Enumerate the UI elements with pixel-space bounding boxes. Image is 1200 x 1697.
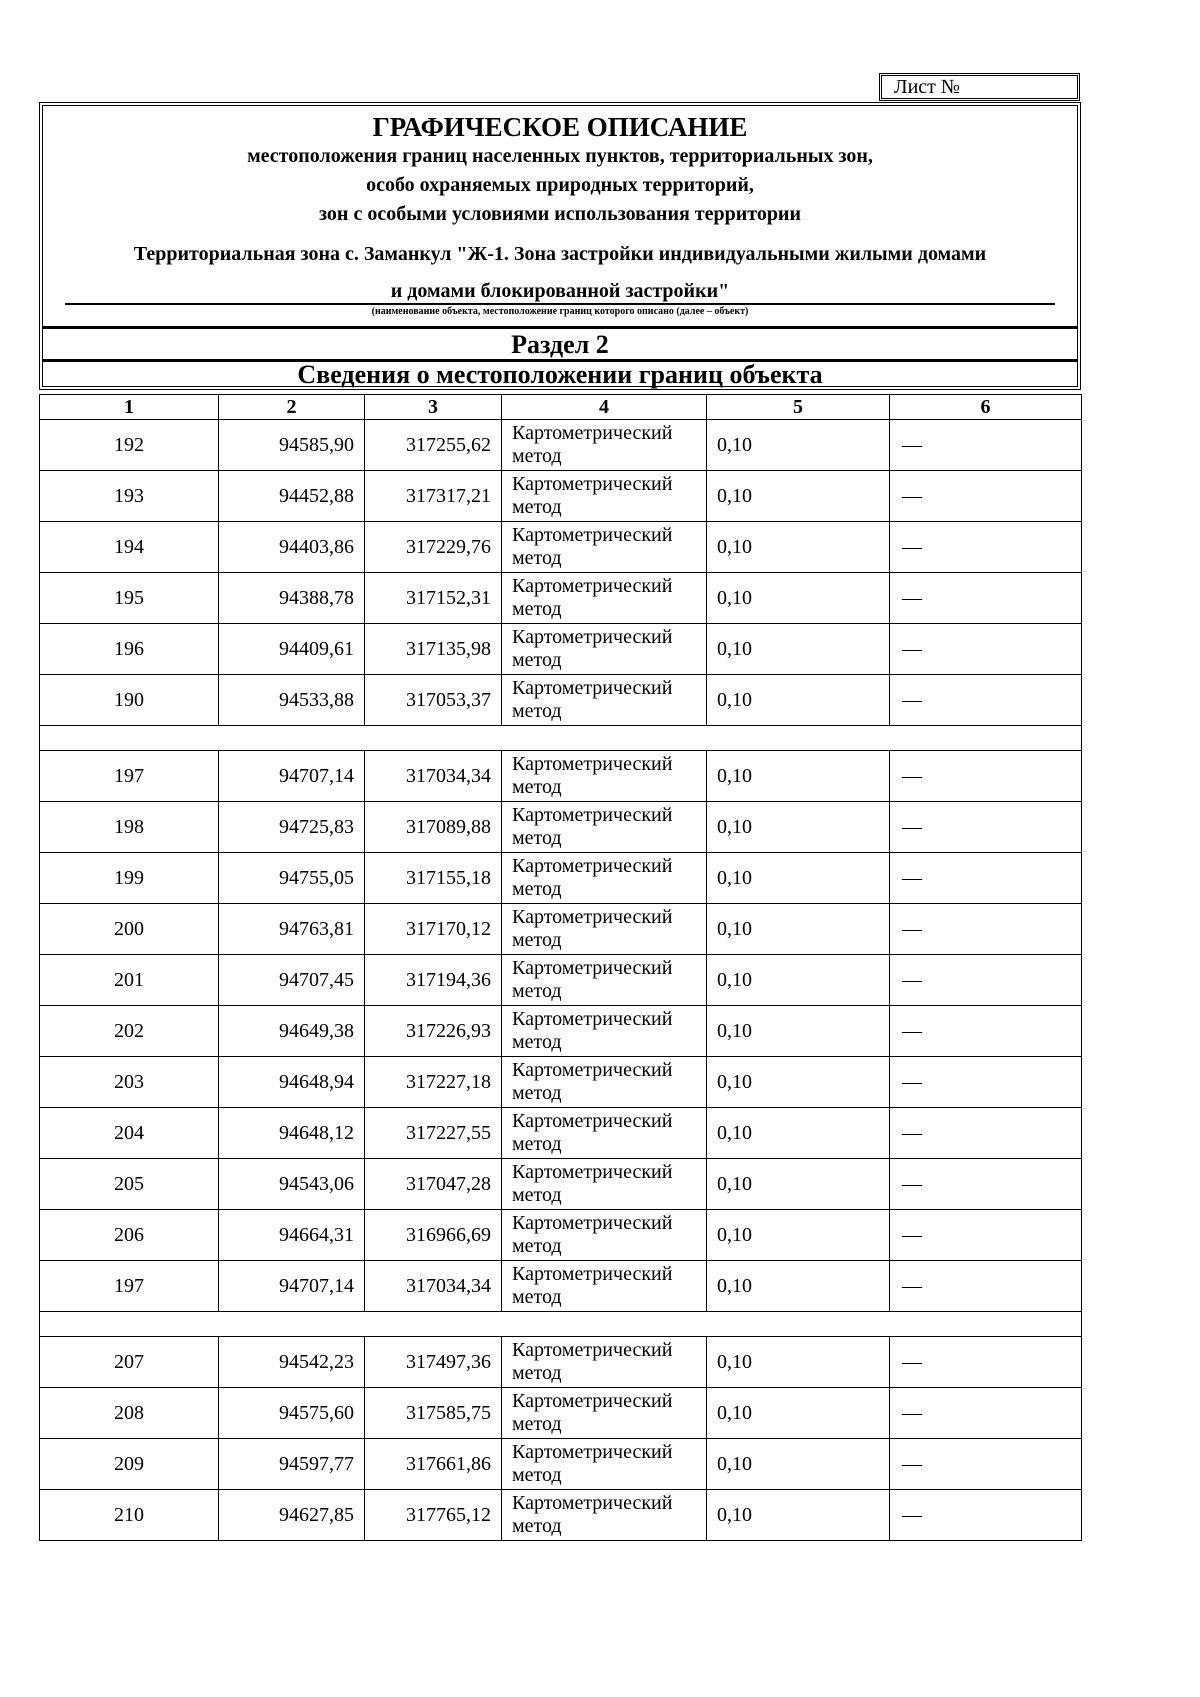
method-line-1: Картометрический <box>512 677 673 699</box>
coordinate-x-cell: 94649,38 <box>219 1006 365 1057</box>
coordinate-x-cell: 94627,85 <box>219 1490 365 1541</box>
coordinate-x-cell: 94533,88 <box>219 675 365 726</box>
precision-cell: 0,10 <box>707 1337 890 1388</box>
coordinate-y-cell: 317227,55 <box>365 1108 502 1159</box>
point-number-cell: 207 <box>40 1337 219 1388</box>
method-cell <box>502 573 707 624</box>
precision-cell: 0,10 <box>707 624 890 675</box>
document-header <box>39 102 1081 390</box>
object-name-line-2: и домами блокированной застройки" <box>390 280 730 302</box>
table-header-row <box>40 395 1082 420</box>
coordinate-y-cell: 317034,34 <box>365 751 502 802</box>
method-line-1: Картометрический <box>512 524 673 546</box>
method-line-2: метод <box>512 1362 562 1384</box>
precision-cell: 0,10 <box>707 853 890 904</box>
method-line-2: метод <box>512 598 562 620</box>
description-cell: — <box>890 1388 1082 1439</box>
table-row <box>40 955 1082 1006</box>
coordinates-table <box>39 394 1082 1541</box>
point-number-cell: 197 <box>40 751 219 802</box>
method-cell <box>502 624 707 675</box>
table-row <box>40 1388 1082 1439</box>
point-number-cell: 197 <box>40 1261 219 1312</box>
object-name-caption: (наименование объекта, местоположение границ которого описано (далее – объект) <box>371 306 749 317</box>
coordinate-x-cell: 94725,83 <box>219 802 365 853</box>
coordinates-table-body <box>40 395 1082 1541</box>
precision-cell: 0,10 <box>707 522 890 573</box>
method-line-2: метод <box>512 1235 562 1257</box>
description-cell: — <box>890 573 1082 624</box>
table-row <box>40 624 1082 675</box>
method-line-1: Картометрический <box>512 906 673 928</box>
method-cell <box>502 420 707 471</box>
method-cell <box>502 1159 707 1210</box>
method-cell <box>502 471 707 522</box>
method-line-2: метод <box>512 1184 562 1206</box>
table-row <box>40 675 1082 726</box>
document-subtitle-line-2: особо охраняемых природных территорий, <box>366 174 754 196</box>
precision-cell: 0,10 <box>707 573 890 624</box>
coordinate-y-cell: 317255,62 <box>365 420 502 471</box>
description-cell: — <box>890 1006 1082 1057</box>
method-line-2: метод <box>512 827 562 849</box>
table-row <box>40 1057 1082 1108</box>
precision-cell: 0,10 <box>707 802 890 853</box>
method-cell <box>502 1210 707 1261</box>
coordinate-x-cell: 94585,90 <box>219 420 365 471</box>
method-line-1: Картометрический <box>512 1161 673 1183</box>
table-row <box>40 471 1082 522</box>
document-title: ГРАФИЧЕСКОЕ ОПИСАНИЕ <box>372 112 748 142</box>
method-line-1: Картометрический <box>512 753 673 775</box>
description-cell: — <box>890 904 1082 955</box>
table-row <box>40 522 1082 573</box>
method-line-1: Картометрический <box>512 1008 673 1030</box>
section-number: Раздел 2 <box>511 330 609 359</box>
contour-separator-cell <box>40 1312 1082 1337</box>
table-row <box>40 904 1082 955</box>
coordinate-x-cell: 94763,81 <box>219 904 365 955</box>
method-line-2: метод <box>512 878 562 900</box>
point-number-cell: 200 <box>40 904 219 955</box>
object-name-line-1: Территориальная зона с. Заманкул "Ж-1. Зона застройки индивидуальными жилыми домами <box>133 243 987 265</box>
method-line-1: Картометрический <box>512 626 673 648</box>
precision-cell: 0,10 <box>707 1439 890 1490</box>
method-cell <box>502 1006 707 1057</box>
table-row <box>40 573 1082 624</box>
method-line-2: метод <box>512 1133 562 1155</box>
precision-cell: 0,10 <box>707 420 890 471</box>
method-line-2: метод <box>512 1515 562 1537</box>
coordinate-y-cell: 317226,93 <box>365 1006 502 1057</box>
contour-separator-row <box>40 726 1082 751</box>
column-header-4: 4 <box>502 395 707 420</box>
method-line-2: метод <box>512 776 562 798</box>
precision-cell: 0,10 <box>707 955 890 1006</box>
coordinate-y-cell: 317170,12 <box>365 904 502 955</box>
point-number-cell: 206 <box>40 1210 219 1261</box>
coordinate-y-cell: 317585,75 <box>365 1388 502 1439</box>
coordinate-y-cell: 317089,88 <box>365 802 502 853</box>
method-cell <box>502 1490 707 1541</box>
method-cell <box>502 751 707 802</box>
method-cell <box>502 1108 707 1159</box>
point-number-cell: 195 <box>40 573 219 624</box>
point-number-cell: 190 <box>40 675 219 726</box>
coordinate-y-cell: 317765,12 <box>365 1490 502 1541</box>
table-row <box>40 1337 1082 1388</box>
coordinate-y-cell: 317155,18 <box>365 853 502 904</box>
coordinate-y-cell: 316966,69 <box>365 1210 502 1261</box>
method-cell <box>502 1439 707 1490</box>
description-cell: — <box>890 471 1082 522</box>
method-line-2: метод <box>512 1286 562 1308</box>
coordinate-x-cell: 94707,14 <box>219 751 365 802</box>
coordinate-x-cell: 94664,31 <box>219 1210 365 1261</box>
method-line-2: метод <box>512 445 562 467</box>
point-number-cell: 194 <box>40 522 219 573</box>
method-line-1: Картометрический <box>512 855 673 877</box>
point-number-cell: 202 <box>40 1006 219 1057</box>
description-cell: — <box>890 1490 1082 1541</box>
description-cell: — <box>890 1210 1082 1261</box>
table-row <box>40 1006 1082 1057</box>
point-number-cell: 208 <box>40 1388 219 1439</box>
coordinate-y-cell: 317227,18 <box>365 1057 502 1108</box>
precision-cell: 0,10 <box>707 1261 890 1312</box>
precision-cell: 0,10 <box>707 1006 890 1057</box>
method-line-1: Картометрический <box>512 473 673 495</box>
coordinate-y-cell: 317229,76 <box>365 522 502 573</box>
description-cell: — <box>890 955 1082 1006</box>
method-cell <box>502 1388 707 1439</box>
table-row <box>40 853 1082 904</box>
method-line-1: Картометрический <box>512 957 673 979</box>
coordinate-x-cell: 94542,23 <box>219 1337 365 1388</box>
point-number-cell: 204 <box>40 1108 219 1159</box>
column-header-5: 5 <box>707 395 890 420</box>
document-subtitle-line-1: местоположения границ населенных пунктов, территориальных зон, <box>247 145 873 167</box>
coordinate-y-cell: 317135,98 <box>365 624 502 675</box>
method-cell <box>502 1057 707 1108</box>
point-number-cell: 198 <box>40 802 219 853</box>
precision-cell: 0,10 <box>707 751 890 802</box>
method-line-2: метод <box>512 1031 562 1053</box>
table-row <box>40 1439 1082 1490</box>
contour-separator-row <box>40 1312 1082 1337</box>
coordinate-x-cell: 94403,86 <box>219 522 365 573</box>
description-cell: — <box>890 1261 1082 1312</box>
precision-cell: 0,10 <box>707 1108 890 1159</box>
description-cell: — <box>890 751 1082 802</box>
method-line-2: метод <box>512 496 562 518</box>
table-row <box>40 420 1082 471</box>
coordinate-x-cell: 94597,77 <box>219 1439 365 1490</box>
coordinate-x-cell: 94707,14 <box>219 1261 365 1312</box>
table-row <box>40 802 1082 853</box>
method-line-1: Картометрический <box>512 1339 673 1361</box>
coordinate-x-cell: 94388,78 <box>219 573 365 624</box>
table-row <box>40 1210 1082 1261</box>
method-line-2: метод <box>512 1464 562 1486</box>
point-number-cell: 196 <box>40 624 219 675</box>
method-line-1: Картометрический <box>512 1059 673 1081</box>
coordinate-x-cell: 94409,61 <box>219 624 365 675</box>
sheet-number-label: Лист № <box>894 76 960 98</box>
coordinate-y-cell: 317497,36 <box>365 1337 502 1388</box>
method-line-1: Картометрический <box>512 1110 673 1132</box>
method-cell <box>502 802 707 853</box>
precision-cell: 0,10 <box>707 471 890 522</box>
method-cell <box>502 904 707 955</box>
point-number-cell: 209 <box>40 1439 219 1490</box>
method-line-1: Картометрический <box>512 1441 673 1463</box>
point-number-cell: 192 <box>40 420 219 471</box>
precision-cell: 0,10 <box>707 1490 890 1541</box>
section-title: Сведения о местоположении границ объекта <box>297 360 823 389</box>
description-cell: — <box>890 1108 1082 1159</box>
document-subtitle-line-3: зон с особыми условиями использования территории <box>319 203 801 225</box>
description-cell: — <box>890 1057 1082 1108</box>
method-line-1: Картометрический <box>512 1212 673 1234</box>
precision-cell: 0,10 <box>707 1388 890 1439</box>
sheet-number-box <box>879 73 1080 101</box>
method-line-2: метод <box>512 649 562 671</box>
column-header-3: 3 <box>365 395 502 420</box>
point-number-cell: 203 <box>40 1057 219 1108</box>
method-line-2: метод <box>512 1413 562 1435</box>
method-cell <box>502 1261 707 1312</box>
coordinate-y-cell: 317053,37 <box>365 675 502 726</box>
point-number-cell: 205 <box>40 1159 219 1210</box>
contour-separator-cell <box>40 726 1082 751</box>
table-row <box>40 1261 1082 1312</box>
point-number-cell: 210 <box>40 1490 219 1541</box>
coordinate-x-cell: 94648,12 <box>219 1108 365 1159</box>
precision-cell: 0,10 <box>707 1210 890 1261</box>
point-number-cell: 193 <box>40 471 219 522</box>
coordinate-x-cell: 94707,45 <box>219 955 365 1006</box>
coordinate-x-cell: 94452,88 <box>219 471 365 522</box>
method-cell <box>502 675 707 726</box>
table-row <box>40 1159 1082 1210</box>
method-line-2: метод <box>512 980 562 1002</box>
column-header-2: 2 <box>219 395 365 420</box>
description-cell: — <box>890 1337 1082 1388</box>
point-number-cell: 199 <box>40 853 219 904</box>
coordinate-x-cell: 94575,60 <box>219 1388 365 1439</box>
table-row <box>40 751 1082 802</box>
table-row <box>40 1108 1082 1159</box>
coordinate-y-cell: 317152,31 <box>365 573 502 624</box>
method-line-1: Картометрический <box>512 575 673 597</box>
method-cell <box>502 853 707 904</box>
coordinate-y-cell: 317317,21 <box>365 471 502 522</box>
coordinate-x-cell: 94543,06 <box>219 1159 365 1210</box>
method-line-1: Картометрический <box>512 422 673 444</box>
method-line-2: метод <box>512 929 562 951</box>
method-cell <box>502 955 707 1006</box>
precision-cell: 0,10 <box>707 675 890 726</box>
description-cell: — <box>890 522 1082 573</box>
method-line-2: метод <box>512 700 562 722</box>
description-cell: — <box>890 853 1082 904</box>
coordinate-y-cell: 317194,36 <box>365 955 502 1006</box>
precision-cell: 0,10 <box>707 1057 890 1108</box>
method-cell <box>502 522 707 573</box>
method-cell <box>502 1337 707 1388</box>
coordinate-y-cell: 317661,86 <box>365 1439 502 1490</box>
coordinate-x-cell: 94755,05 <box>219 853 365 904</box>
coordinate-y-cell: 317034,34 <box>365 1261 502 1312</box>
method-line-1: Картометрический <box>512 804 673 826</box>
description-cell: — <box>890 802 1082 853</box>
method-line-2: метод <box>512 547 562 569</box>
point-number-cell: 201 <box>40 955 219 1006</box>
method-line-1: Картометрический <box>512 1263 673 1285</box>
method-line-1: Картометрический <box>512 1390 673 1412</box>
coordinate-x-cell: 94648,94 <box>219 1057 365 1108</box>
description-cell: — <box>890 1159 1082 1210</box>
description-cell: — <box>890 1439 1082 1490</box>
column-header-6: 6 <box>890 395 1082 420</box>
precision-cell: 0,10 <box>707 1159 890 1210</box>
table-row <box>40 1490 1082 1541</box>
description-cell: — <box>890 675 1082 726</box>
description-cell: — <box>890 420 1082 471</box>
coordinate-y-cell: 317047,28 <box>365 1159 502 1210</box>
column-header-1: 1 <box>40 395 219 420</box>
precision-cell: 0,10 <box>707 904 890 955</box>
method-line-2: метод <box>512 1082 562 1104</box>
method-line-1: Картометрический <box>512 1492 673 1514</box>
description-cell: — <box>890 624 1082 675</box>
